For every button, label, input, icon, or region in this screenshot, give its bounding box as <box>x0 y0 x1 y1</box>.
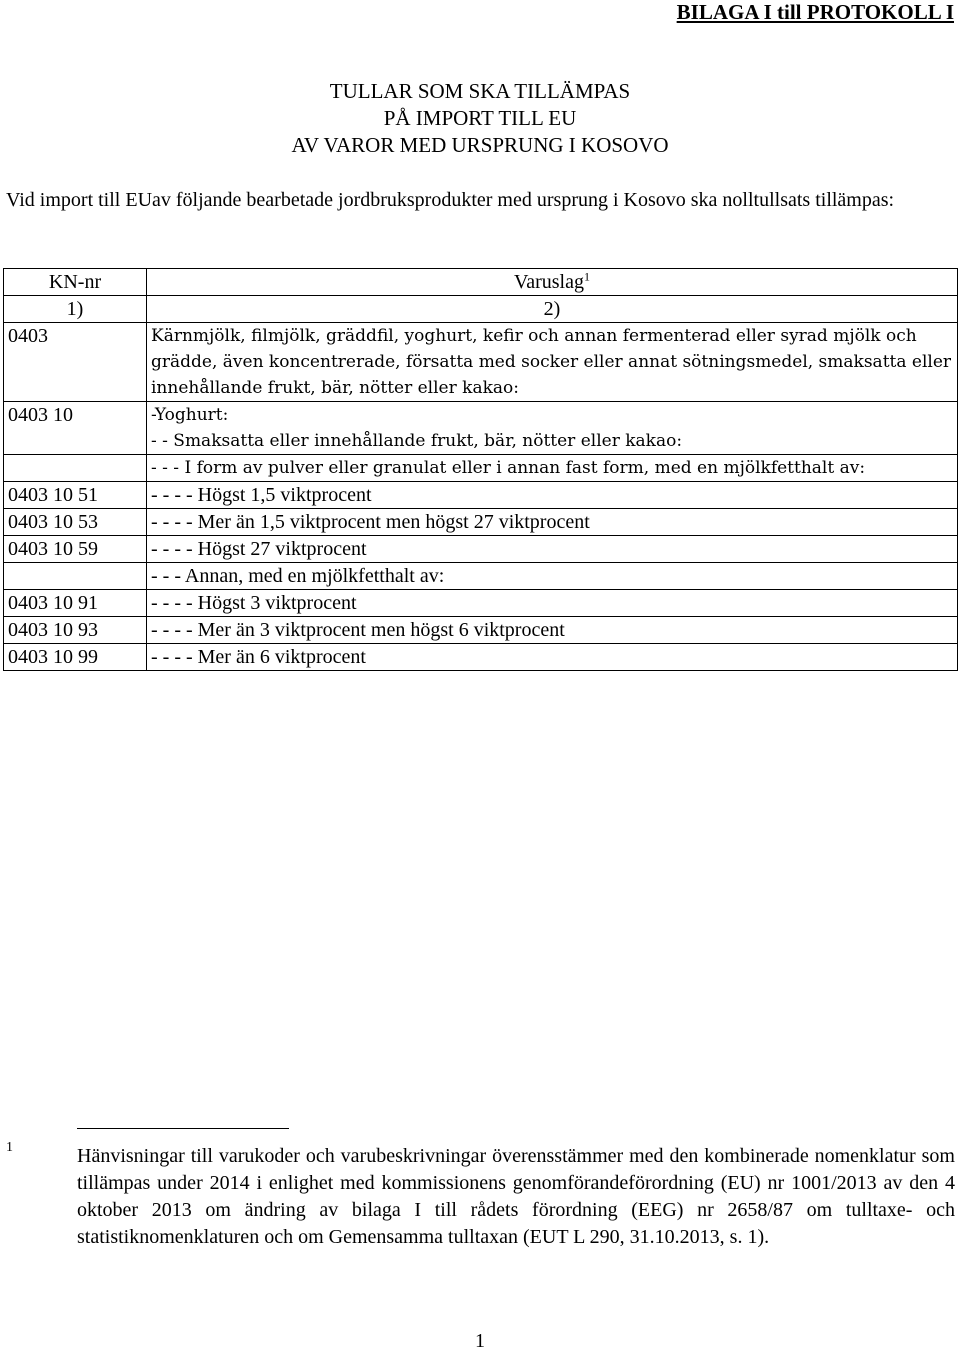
kn-code-cell: 0403 10 59 <box>4 536 147 563</box>
intro-paragraph: Vid import till EUav följande bearbetade jordbruksprodukter med ursprung i Kosovo ska nolltullsats tillämpas: <box>6 189 895 211</box>
kn-code-cell: 0403 10 51 <box>4 482 147 509</box>
column-number-2: 2) <box>147 296 958 323</box>
kn-code-cell <box>4 428 147 455</box>
description-cell: - - - - Mer än 3 viktprocent men högst 6 viktprocent <box>147 617 958 644</box>
title-line-2: PÅ IMPORT TILL EU <box>383 106 577 130</box>
table-number-row <box>4 296 958 323</box>
table-row <box>4 402 958 429</box>
description-cell: - - - - Högst 1,5 viktprocent <box>147 482 958 509</box>
kn-code-cell <box>4 455 147 482</box>
description-cell: - - - Annan, med en mjölkfetthalt av: <box>147 563 958 590</box>
table-row <box>4 323 958 402</box>
footnote-mark: 1 <box>6 1140 13 1155</box>
table-row <box>4 482 958 509</box>
kn-code-cell: 0403 10 <box>4 402 147 429</box>
table-row <box>4 428 958 455</box>
document-title <box>0 78 960 159</box>
table-row <box>4 509 958 536</box>
column-header-kn-nr: KN-nr <box>4 269 147 296</box>
description-cell: -Yoghurt: <box>147 402 958 429</box>
description-cell: - - - - Högst 27 viktprocent <box>147 536 958 563</box>
kn-code-cell: 0403 10 99 <box>4 644 147 671</box>
annex-heading: BILAGA I till PROTOKOLL I <box>676 0 954 24</box>
footnote-reference: 1 <box>583 269 590 284</box>
table-row <box>4 644 958 671</box>
kn-code-cell: 0403 10 93 <box>4 617 147 644</box>
table-row <box>4 563 958 590</box>
kn-code-cell: 0403 10 53 <box>4 509 147 536</box>
table-row <box>4 536 958 563</box>
kn-code-cell <box>4 563 147 590</box>
kn-code-cell: 0403 10 91 <box>4 590 147 617</box>
tariff-table <box>3 268 958 671</box>
varuslag-label: Varuslag <box>514 271 584 293</box>
table-row <box>4 455 958 482</box>
footnote-text: Hänvisningar till varukoder och varubeskrivningar överensstämmer med den kombinerade nomenklatur som tillämpas under 2014 i enlighet med kommissionens genomförandeförordning (EU) nr 1001/2013 av den 4 oktober 2013 om ändring av bilaga I till rådets förordning (EEG) nr 2658/87 om tulltaxe- och statistiknomenklaturen och om Gemensamma tulltaxan (EUT L 290, 31.10.2013, s. 1). <box>77 1145 955 1248</box>
column-number-1: 1) <box>4 296 147 323</box>
description-cell: - - - I form av pulver eller granulat eller i annan fast form, med en mjölkfetthalt av: <box>147 455 958 482</box>
page-number: 1 <box>475 1330 485 1352</box>
description-cell: - - Smaksatta eller innehållande frukt, bär, nötter eller kakao: <box>147 428 958 455</box>
description-cell: - - - - Mer än 6 viktprocent <box>147 644 958 671</box>
description-cell: - - - - Högst 3 viktprocent <box>147 590 958 617</box>
title-line-1: TULLAR SOM SKA TILLÄMPAS <box>329 79 631 103</box>
kn-code-cell: 0403 <box>4 323 147 402</box>
description-cell: - - - - Mer än 1,5 viktprocent men högst 27 viktprocent <box>147 509 958 536</box>
column-header-varuslag <box>147 269 958 296</box>
title-line-3: AV VAROR MED URSPRUNG I KOSOVO <box>291 133 669 157</box>
table-row <box>4 590 958 617</box>
description-cell: Kärnmjölk, filmjölk, gräddfil, yoghurt, kefir och annan fermenterad eller syrad mjölk och grädde, även koncentrerade, försatta med socker eller annat sötningsmedel, smaksatta eller innehållande frukt, bär, nötter eller kakao: <box>147 323 958 402</box>
footnote-separator <box>77 1128 289 1129</box>
table-row <box>4 617 958 644</box>
table-header-row <box>4 269 958 296</box>
